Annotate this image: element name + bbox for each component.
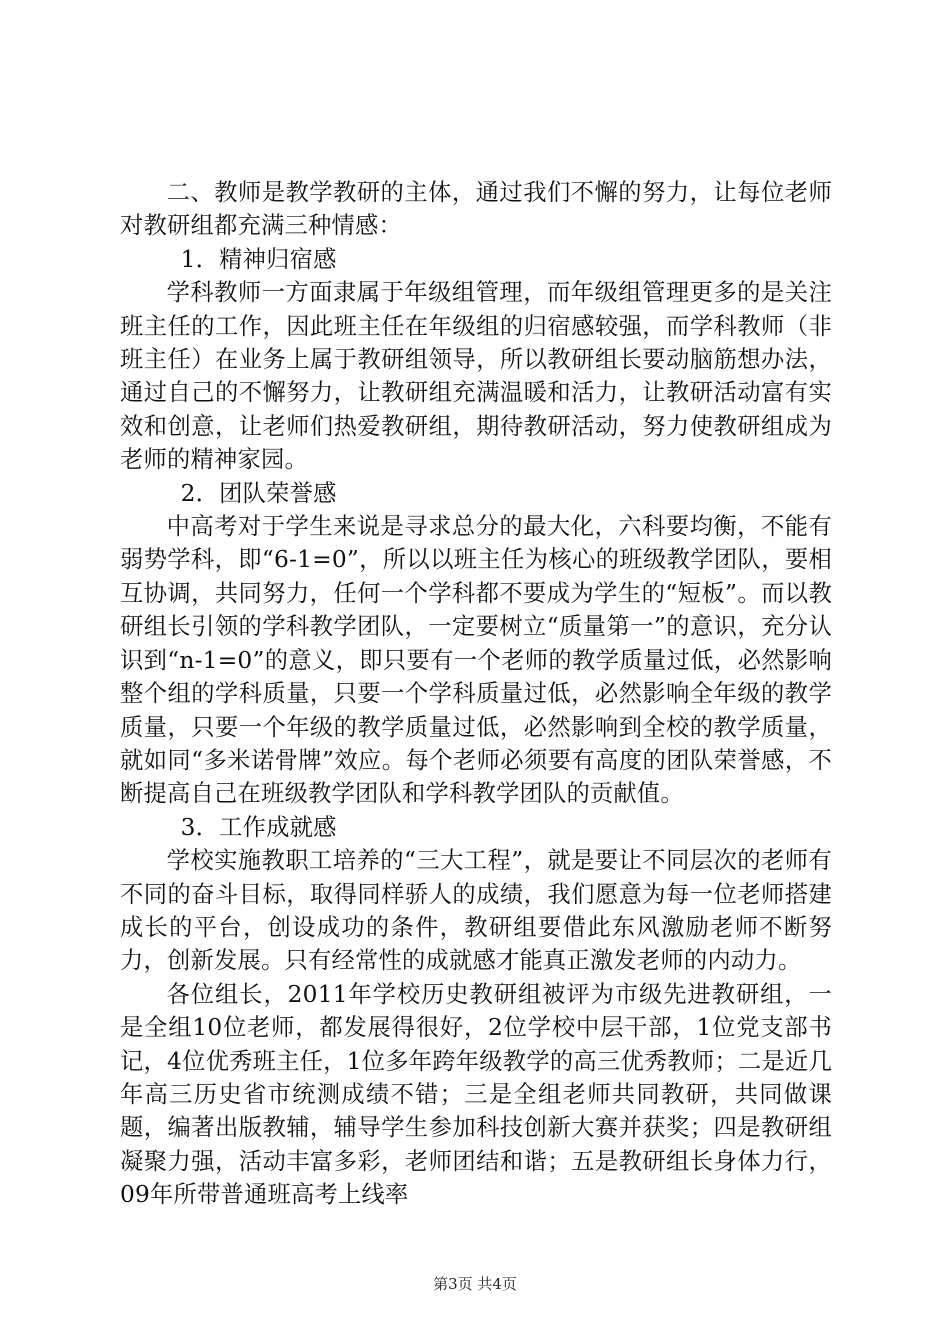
document-body xyxy=(120,176,832,1212)
paragraph-team-honor: 中高考对于学生来说是寻求总分的最大化，六科要均衡，不能有弱势学科，即“6-1=0”，所以以班主任为核心的班级教学团队，要相互协调，共同努力，任何一个学科都不要成为学生的“短板”。而以教研组长引领的学科教学团队，一定要树立“质量第一”的意识，充分认识到“n-1=0”的意义，即只要有一个老师的教学质量过低，必然影响整个组的学科质量，只要一个学科质量过低，必然影响全年级的教学质量，只要一个年级的教学质量过低，必然影响到全校的教学质量，就如同“多米诺骨牌”效应。每个老师必须要有高度的团队荣誉感，不断提高自己在班级教学团队和学科教学团队的贡献值。 xyxy=(120,513,832,808)
paragraph-work-achievement: 学校实施教职工培养的“三大工程”，就是要让不同层次的老师有不同的奋斗目标，取得同样骄人的成绩，我们愿意为每一位老师搭建成长的平台，创设成功的条件，教研组要借此东风激励老师不断努力，创新发展。只有经常性的成就感才能真正激发老师的内动力。 xyxy=(120,847,832,975)
page-number-label: 第3页 共4页 xyxy=(433,1275,517,1293)
page-footer xyxy=(0,1274,950,1294)
paragraph-spiritual-belonging: 学科教师一方面隶属于年级组管理，而年级组管理更多的是关注班主任的工作，因此班主任在年级组的归宿感较强，而学科教师（非班主任）在业务上属于教研组领导，所以教研组长要动脑筋想办法，通过自己的不懈努力，让教研组充满温暖和活力，让教研活动富有实效和创意，让老师们热爱教研组，期待教研活动，努力使教研组成为老师的精神家园。 xyxy=(120,279,832,474)
heading-team-honor: 2．团队荣誉感 xyxy=(180,479,337,507)
paragraph-history-group: 各位组长，2011年学校历史教研组被评为市级先进教研组，一是全组10位老师，都发展得很好，2位学校中层干部，1位党支部书记，4位优秀班主任，1位多年跨年级教学的高三优秀教师；二是近几年高三历史省市统测成绩不错；三是全组老师共同教研，共同做课题，编著出版教辅，辅导学生参加科技创新大赛并获奖；四是教研组凝聚力强，活动丰富多彩，老师团结和谐；五是教研组长身体力行，09年所带普通班高考上线率 xyxy=(120,980,832,1209)
paragraph-intro: 二、教师是教学教研的主体，通过我们不懈的努力，让每位老师对教研组都充满三种情感： xyxy=(120,179,832,240)
heading-spiritual-belonging: 1．精神归宿感 xyxy=(180,245,337,273)
heading-work-achievement: 3．工作成就感 xyxy=(180,813,337,841)
